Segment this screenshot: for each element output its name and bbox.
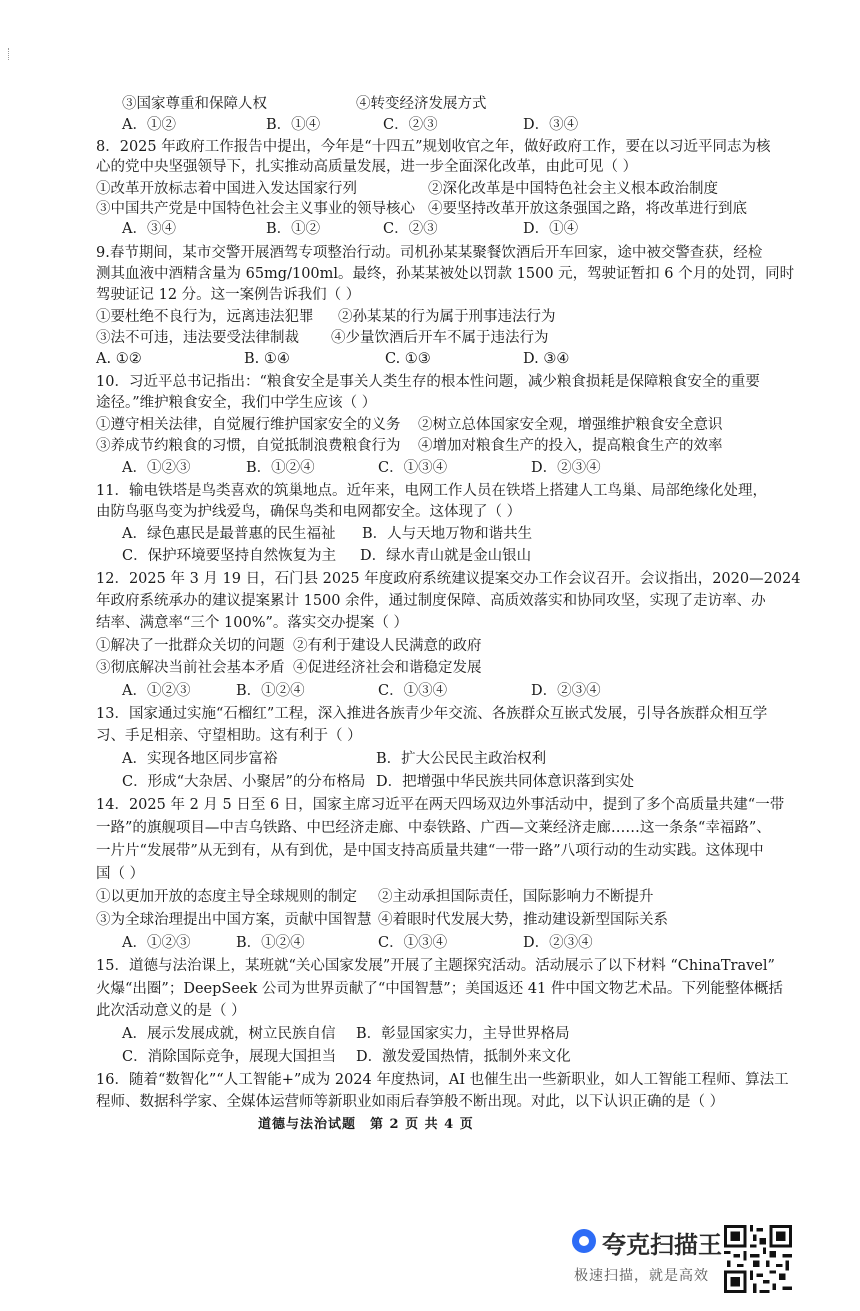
text-line-q10d2: ④增加对粮食生产的投入，提高粮食生产的效率 [418,438,723,454]
text-line-q11d2: D．绿水青山就是金山银山 [360,548,532,564]
text-line-q14g4: D．②③④ [523,935,593,951]
text-line-q9b: 测其血液中酒精含量为 65mg/100ml。最终，孙某某被处以罚款 1500 元，驾驶证暂扣 6 个月的处罚，同时 [96,266,795,282]
text-line-q9e: ③法不可违，违法要受法律制裁 [96,330,299,346]
text-line-q15c: 此次活动意义的是（ ） [96,1003,246,1019]
text-line-q8d2: ④要坚持改革开放这条强国之路，将改革进行到底 [428,201,747,217]
text-line-l2a: A．①② [122,117,176,133]
text-line-q16a: 16．随着“数智化”“人工智能+”成为 2024 年度热词，AI 也催生出一些新职业，如人工智能工程师、算法工 [96,1072,789,1088]
scanner-logo-icon [572,1229,596,1253]
text-line-q15d2: B．彰显国家实力，主导世界格局 [356,1026,570,1042]
text-line-q9f2: B. ①④ [244,351,290,367]
text-line-q8b: 心的党中央坚强领导下，扎实推动高质量发展，进一步全面深化改革，由此可见（ ） [96,159,638,175]
text-line-l1b: ④转变经济发展方式 [356,96,487,112]
text-line-q12b: 年政府系统承办的建议提案累计 1500 余件，通过制度保障、高质效落实和协同攻坚，实现了走访率、办 [96,593,766,609]
text-line-q13c2: B．扩大公民民主政治权利 [376,751,547,767]
scanner-slogan: 极速扫描，就是高效 [574,1268,709,1284]
text-line-q10e: A．①②③ [122,460,191,476]
text-line-q12d2: ②有利于建设人民满意的政府 [293,638,482,654]
text-line-q14g: A．①②③ [122,935,191,951]
text-line-l2d: D．③④ [523,117,579,133]
text-line-q14d: 国（ ） [96,866,145,882]
text-line-q9c: 驾驶证记 12 分。这一案例告诉我们（ ） [96,287,361,303]
text-line-q11c2: B．人与天地万物和谐共生 [362,526,533,542]
text-line-q12d: ①解决了一批群众关切的问题 [96,638,285,654]
text-line-q10c2: ②树立总体国家安全观，增强维护粮食安全意识 [418,417,723,433]
text-line-q8c: ①改革开放标志着中国进入发达国家行列 [96,181,357,197]
text-line-q12f3: C．①③④ [378,683,448,699]
text-line-q12e2: ④促进经济社会和谐稳定发展 [293,660,482,676]
text-line-q13c: A．实现各地区同步富裕 [122,751,278,767]
text-line-q10d: ③养成节约粮食的习惯，自觉抵制浪费粮食行为 [96,438,401,454]
text-line-q15b: 火爆“出圈”；DeepSeek 公司为世界贡献了“中国智慧”；美国返还 41 件中国文物艺术品。下列能整体概括 [96,981,783,997]
text-line-q12f2: B．①②④ [236,683,305,699]
text-line-q13a: 13．国家通过实施“石榴红”工程，深入推进各族青少年交流、各族群众互嵌式发展，引导各族群众相互学 [96,706,768,722]
text-line-q15e: C．消除国际竞争，展现大国担当 [122,1049,337,1065]
text-line-q8c2: ②深化改革是中国特色社会主义根本政治制度 [428,181,718,197]
text-line-l1: ③国家尊重和保障人权 [122,96,267,112]
text-line-q16b: 程师、数据科学家、全媒体运营师等新职业如雨后春笋般不断出现。对此，以下认识正确的是（ ） [96,1094,725,1110]
text-line-q14b: 一路”的旗舰项目—中吉乌铁路、中巴经济走廊、中泰铁路、广西—文莱经济走廊……这一条条“幸福路”、 [96,820,771,836]
text-line-q14g3: C．①③④ [378,935,448,951]
text-line-q14f: ③为全球治理提出中国方案，贡献中国智慧 [96,912,372,928]
text-line-q8e3: C．②③ [383,221,438,237]
text-line-q10e4: D．②③④ [531,460,601,476]
text-line-q12e: ③彻底解决当前社会基本矛盾 [96,660,285,676]
text-line-q11c: A．绿色惠民是最普惠的民生福祉 [122,526,336,542]
text-line-q11a: 11．输电铁塔是鸟类喜欢的筑巢地点。近年来，电网工作人员在铁塔上搭建人工鸟巢、局部绝缘化处理， [96,483,767,499]
text-line-q10a: 10．习近平总书记指出：“粮食安全是事关人类生存的根本性问题，减少粮食损耗是保障粮食安全的重要 [96,374,760,390]
text-line-q14a: 14．2025 年 2 月 5 日至 6 日，国家主席习近平在两天四场双边外事活动中，提到了多个高质量共建“一带 [96,797,785,813]
text-line-q13d2: D．把增强中华民族共同体意识落到实处 [376,774,635,790]
text-line-q15a: 15．道德与法治课上，某班就“关心国家发展”开展了主题探究活动。活动展示了以下材料 “ChinaTravel” [96,958,775,974]
text-line-q12f: A．①②③ [122,683,191,699]
text-line-q9a: 9.春节期间，某市交警开展酒驾专项整治行动。司机孙某某聚餐饮酒后开车回家，途中被交警查获，经检 [96,245,763,261]
text-line-q11d: C．保护环境要坚持自然恢复为主 [122,548,337,564]
text-line-q14g2: B．①②④ [236,935,305,951]
text-line-q8e2: B．①② [266,221,321,237]
text-line-q8e: A．③④ [122,221,176,237]
text-line-q8d: ③中国共产党是中国特色社会主义事业的领导核心 [96,201,415,217]
text-line-q12a: 12．2025 年 3 月 19 日，石门县 2025 年度政府系统建议提案交办工作会议召开。会议指出，2020—2024 [96,571,801,587]
text-line-q9f4: D. ③④ [523,351,570,367]
text-line-q13b: 习、手足相亲、守望相助。这有利于（ ） [96,728,362,744]
text-line-q9d: ①要杜绝不良行为，远离违法犯罪 [96,309,314,325]
text-line-q9d2: ②孙某某的行为属于刑事违法行为 [338,309,556,325]
text-line-q14e: ①以更加开放的态度主导全球规则的制定 [96,889,357,905]
page-footer: 道德与法治试题 第 2 页 共 4 页 [258,1117,474,1132]
text-line-q10e2: B．①②④ [246,460,315,476]
text-line-q10e3: C．①③④ [378,460,448,476]
text-line-q9f: A. ①② [96,351,142,367]
text-line-q14c: 一片片“发展带”从无到有，从有到优，是中国支持高质量共建“一带一路”八项行动的生动实践。这体现中 [96,843,764,859]
text-line-q14f2: ④着眼时代发展大势，推动建设新型国际关系 [378,912,668,928]
scanner-watermark [572,1225,852,1305]
text-line-q14e2: ②主动承担国际责任，国际影响力不断提升 [378,889,654,905]
text-line-l2b: B．①④ [266,117,321,133]
text-line-q9e2: ④少量饮酒后开车不属于违法行为 [331,330,549,346]
text-line-q10c: ①遵守相关法律，自觉履行维护国家安全的义务 [96,417,401,433]
text-line-q15e2: D．激发爱国热情，抵制外来文化 [356,1049,571,1065]
text-line-l2c: C．②③ [383,117,438,133]
qr-code-icon [724,1225,792,1293]
text-line-q8e4: D．①④ [523,221,579,237]
text-line-q12c: 结率、满意率“三个 100%”。落实交办提案（ ） [96,615,408,631]
text-line-q13d: C．形成“大杂居、小聚居”的分布格局 [122,774,366,790]
text-line-q8a: 8．2025 年政府工作报告中提出，今年是“十四五”规划收官之年，做好政府工作，要在以习近平同志为核 [96,139,771,155]
text-line-q9f3: C. ①③ [385,351,431,367]
margin-mark [8,48,11,60]
text-line-q15d: A．展示发展成就，树立民族自信 [122,1026,336,1042]
scanner-brand-name: 夸克扫描王 [602,1231,722,1259]
text-line-q10b: 途径。”维护粮食安全，我们中学生应该（ ） [96,395,377,411]
text-line-q11b: 由防鸟驱鸟变为护线爱鸟，确保鸟类和电网都安全。这体现了（ ） [96,504,522,520]
text-line-q12f4: D．②③④ [531,683,601,699]
